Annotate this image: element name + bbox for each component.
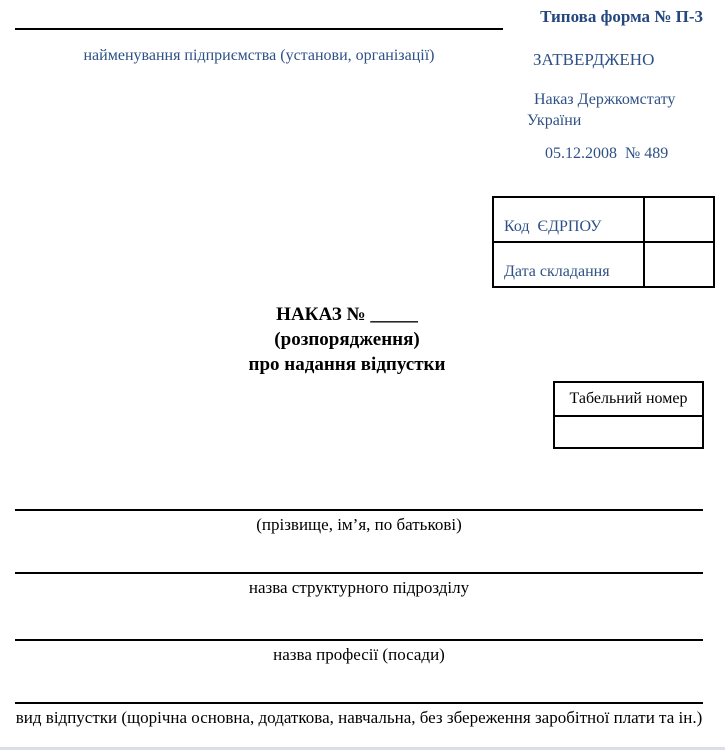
company-line-caption: найменування підприємства (установи, організації) [83,47,435,64]
date-of-drawing-label: Дата складання [493,242,644,287]
personnel-number-header: Табельний номер [554,382,703,416]
full-name-caption: (прізвище, ім’я, по батькові) [256,515,462,534]
order-title-subtitle: (розпорядження) [274,329,420,350]
field-structural-unit [15,572,703,599]
code-edrpou-value-cell[interactable] [644,197,714,242]
structural-unit-caption: назва структурного підрозділу [248,578,470,597]
order-title-subject: про надання відпустки [248,354,446,375]
code-edrpou-label: Код ЄДРПОУ [493,197,644,242]
personnel-number-value-cell[interactable] [554,416,703,448]
leave-type-caption: вид відпустки (щорічна основна, додаткова, навчальна, без збереження заробітної плати та ін.) [15,708,703,727]
field-leave-type [15,702,703,729]
field-full-name [15,509,703,536]
personnel-number-table [553,381,704,449]
table-row [493,197,714,242]
date-of-drawing-value-cell[interactable] [644,242,714,287]
profession-caption: назва професії (посади) [273,645,445,664]
form-code-label: Типова форма № П-3 [540,7,703,26]
order-title-block [0,302,694,377]
table-row [493,242,714,287]
approved-label: ЗАТВЕРДЖЕНО [533,50,655,69]
field-profession [15,639,703,666]
table-row [554,416,703,448]
code-table [492,196,715,288]
order-title-number-line: НАКАЗ № _____ [276,304,418,325]
approved-date-number: 05.12.2008 № 489 [545,145,669,162]
table-row [554,382,703,416]
approved-by-text: Наказ Держкомстату України [527,91,676,129]
company-name-fill-line[interactable] [15,28,503,30]
